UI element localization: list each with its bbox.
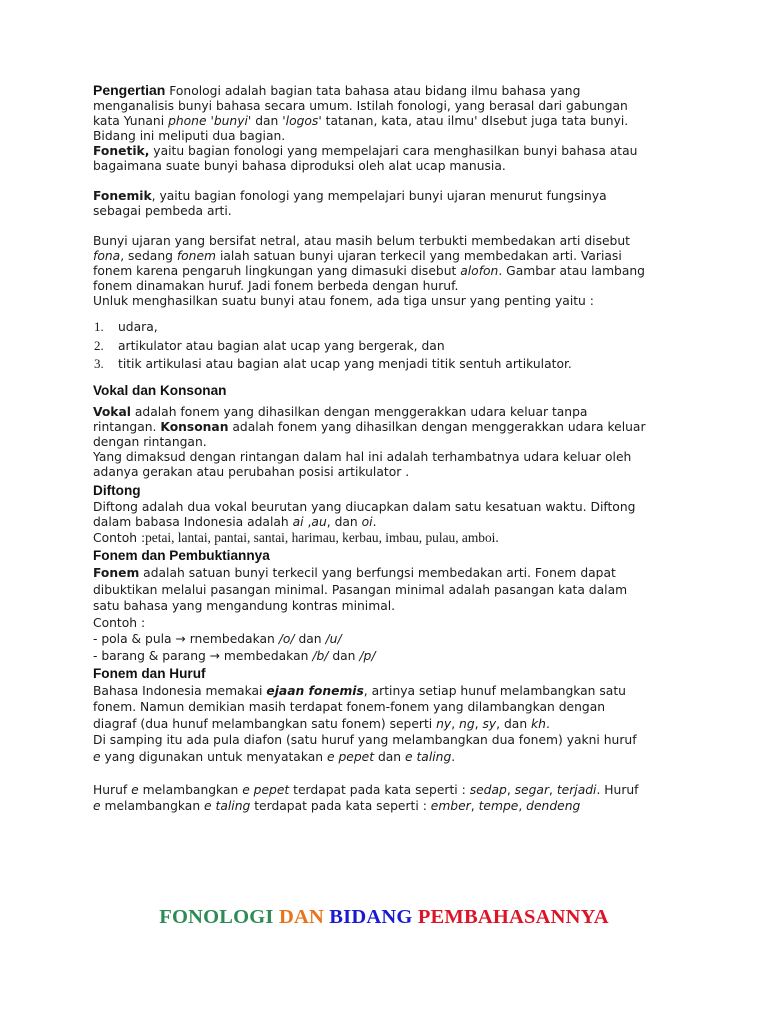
vokal-paragraph — [93, 405, 683, 480]
letter-e: e — [93, 749, 101, 764]
term-logos: logos — [285, 114, 319, 128]
text: , — [451, 716, 460, 731]
digraph: kh — [531, 716, 546, 731]
phoneme: /p/ — [359, 648, 376, 663]
term-konsonan: Konsonan — [160, 420, 229, 434]
pengertian-paragraph — [93, 83, 683, 174]
fonemik-paragraph — [93, 189, 683, 219]
text: dan — [328, 648, 360, 663]
list-text: titik artikulasi atau bagian alat ucap yang menjadi titik sentuh artikulator. — [118, 357, 572, 371]
phoneme: /u/ — [325, 632, 342, 647]
text: dan ' — [251, 114, 286, 128]
huruf-heading: Fonem dan Huruf — [93, 665, 206, 681]
pembuktian-paragraph — [93, 565, 683, 665]
term-e-pepet: e pepet — [326, 749, 375, 764]
text: ' tatanan, kata, atau ilmu' dIsebut juga tata bunyi. — [318, 114, 629, 128]
text: adalah fonem yang dihasilkan dengan menggerakkan udara keluar — [228, 420, 646, 434]
example: dendeng — [526, 799, 581, 814]
text: - barang & parang → membedakan — [93, 648, 313, 663]
title-word-bidang: BIDANG — [329, 906, 413, 928]
text: fonem dinamakan huruf. Jadi fonem berbeda dengan huruf. — [93, 279, 459, 293]
text: - pola & pula → rnembedakan — [93, 632, 279, 647]
text: , dan — [496, 716, 532, 731]
text: sebagai pembeda arti. — [93, 204, 232, 218]
list-number: 3. — [94, 356, 104, 371]
text: melambangkan — [100, 799, 205, 814]
text: terdapat pada kata seperti : — [250, 799, 431, 814]
letter-e: e — [93, 799, 101, 814]
text: dengan rintangan. — [93, 435, 207, 449]
list-item — [93, 319, 683, 335]
text: fonem karena pengaruh lingkungan yang dimasuki disebut — [93, 264, 461, 278]
term-vokal: Vokal — [93, 405, 131, 419]
text: Bidang ini meliputi dua bagian. — [93, 129, 286, 143]
term-fonetik: Fonetik, — [93, 144, 150, 158]
text: , — [549, 782, 557, 797]
text: . — [451, 749, 456, 764]
text: dan — [374, 749, 405, 764]
term-e-taling: e taling — [404, 749, 452, 764]
vokal-konsonan-heading: Vokal dan Konsonan — [93, 383, 227, 398]
pembuktian-section — [93, 565, 683, 665]
text: rintangan. — [93, 420, 161, 434]
title-word-pembahasannya: PEMBAHASANNYA — [417, 906, 609, 928]
text: , dan — [326, 515, 362, 529]
list-item — [93, 338, 683, 354]
text: . Huruf — [596, 782, 639, 797]
example: au — [311, 515, 327, 529]
example: ember — [430, 799, 471, 814]
example: segar — [514, 782, 550, 797]
term-fonem: Fonem — [93, 566, 140, 580]
text: , — [506, 782, 515, 797]
contoh-label: Contoh : — [93, 531, 146, 545]
text: yang digunakan untuk menyatakan — [100, 749, 327, 764]
text: , artinya setiap hunuf melambangkan satu — [363, 683, 626, 698]
contoh-label: Contoh : — [93, 615, 146, 630]
document-body — [93, 83, 683, 815]
text: menganalisis bunyi bahasa secara umum. Istilah fonologi, yang berasal dari gabungan — [93, 99, 628, 113]
diftong-heading: Diftong — [93, 483, 141, 498]
term-fonem: fonem — [176, 249, 217, 263]
text: . Gambar atau lambang — [498, 264, 645, 278]
text: kata Yunani — [93, 114, 169, 128]
term-e-taling: e taling — [204, 799, 251, 814]
huruf-section — [93, 683, 683, 815]
term-fona: fona — [93, 249, 121, 263]
list-text: udara, — [118, 320, 158, 334]
text: adanya gerakan atau perubahan posisi artikulator . — [93, 465, 410, 479]
digraph: sy — [482, 716, 497, 731]
text: , — [303, 515, 312, 529]
term-phone: phone 'bunyi' — [168, 114, 252, 128]
text: yaitu bagian fonologi yang mempelajari cara menghasilkan bunyi bahasa atau — [149, 144, 638, 158]
term-fonemik: Fonemik — [93, 189, 152, 203]
huruf-paragraph — [93, 683, 683, 766]
text: Unluk menghasilkan suatu bunyi atau fonem, ada tiga unsur yang penting yaitu : — [93, 294, 594, 308]
example: oi — [361, 515, 373, 529]
bunyi-paragraph — [93, 234, 683, 309]
text: Huruf — [93, 782, 132, 797]
text: dibuktikan melalui pasangan minimal. Pasangan minimal adalah pasangan kata dalam — [93, 582, 628, 597]
list-item — [93, 356, 683, 372]
example: terjadi — [556, 782, 597, 797]
term-e-pepet: e pepet — [242, 782, 290, 797]
example: ai — [292, 515, 304, 529]
text: , — [470, 799, 479, 814]
text: Fonologi adalah bagian tata bahasa atau bidang ilmu bahasa yang — [165, 84, 581, 98]
title-word-dan: DAN — [278, 906, 324, 928]
phoneme: /b/ — [312, 648, 329, 663]
text: , sedang — [120, 249, 177, 263]
text: , — [474, 716, 483, 731]
text: Diftong adalah dua vokal beurutan yang diucapkan dalam satu kesatuan waktu. Diftong — [93, 500, 636, 514]
unsur-list — [93, 319, 683, 372]
text: , — [518, 799, 527, 814]
example: tempe — [478, 799, 519, 814]
huruf-e-paragraph — [93, 782, 683, 815]
text: satu bahasa yang mengandung kontras minimal. — [93, 599, 396, 614]
text: ialah satuan bunyi ujaran terkecil yang membedakan arti. Variasi — [216, 249, 622, 263]
text: Bunyi ujaran yang bersifat netral, atau masih belum terbukti membedakan arti disebut — [93, 234, 630, 248]
text: melambangkan — [138, 782, 243, 797]
term-ejaan-fonemis: ejaan fonemis — [266, 683, 364, 698]
list-number: 1. — [94, 319, 104, 334]
title-word-fonologi: FONOLOGI — [159, 906, 274, 928]
text: dan — [294, 632, 326, 647]
list-number: 2. — [94, 337, 104, 353]
document-title — [0, 906, 768, 929]
text: dalam babasa Indonesia adalah — [93, 515, 293, 529]
text: . — [372, 515, 377, 529]
text: Di samping itu ada pula diafon (satu huruf yang melambangkan dua fonem) yakni huruf — [93, 733, 637, 748]
text: Yang dimaksud dengan rintangan dalam hal ini adalah terhambatnya udara keluar oleh — [93, 450, 632, 464]
example: sedap — [469, 782, 507, 797]
text: , yaitu bagian fonologi yang mempelajari bunyi ujaran menurut fungsinya — [151, 189, 607, 203]
digraph: ny — [436, 716, 452, 731]
contoh-words: petai, lantai, pantai, santai, harimau, kerbau, imbau, pulau, amboi. — [145, 530, 499, 545]
pembuktian-heading: Fonem dan Pembuktiannya — [93, 548, 270, 563]
text: adalah satuan bunyi terkecil yang berfungsi membedakan arti. Fonem dapat — [139, 566, 616, 580]
text: bagaimana suate bunyi bahasa diproduksi oleh alat ucap manusia. — [93, 159, 506, 173]
text: adalah fonem yang dihasilkan dengan menggerakkan udara keluar tanpa — [130, 405, 588, 419]
phoneme: /o/ — [278, 632, 295, 647]
letter-e: e — [131, 782, 139, 797]
text: fonem. Namun demikian masih terdapat fonem-fonem yang dilambangkan dengan — [93, 700, 606, 715]
diftong-paragraph — [93, 500, 683, 546]
text: diagraf (dua hunuf melambangkan satu fonem) seperti — [93, 716, 437, 731]
text: terdapat pada kata seperti : — [289, 782, 470, 797]
pengertian-heading: Pengertian — [93, 82, 166, 98]
term-alofon: alofon — [460, 264, 499, 278]
text: . — [545, 716, 550, 731]
digraph: ng — [459, 716, 475, 731]
list-text: artikulator atau bagian alat ucap yang bergerak, dan — [118, 338, 445, 353]
text: Bahasa Indonesia memakai — [93, 683, 267, 698]
